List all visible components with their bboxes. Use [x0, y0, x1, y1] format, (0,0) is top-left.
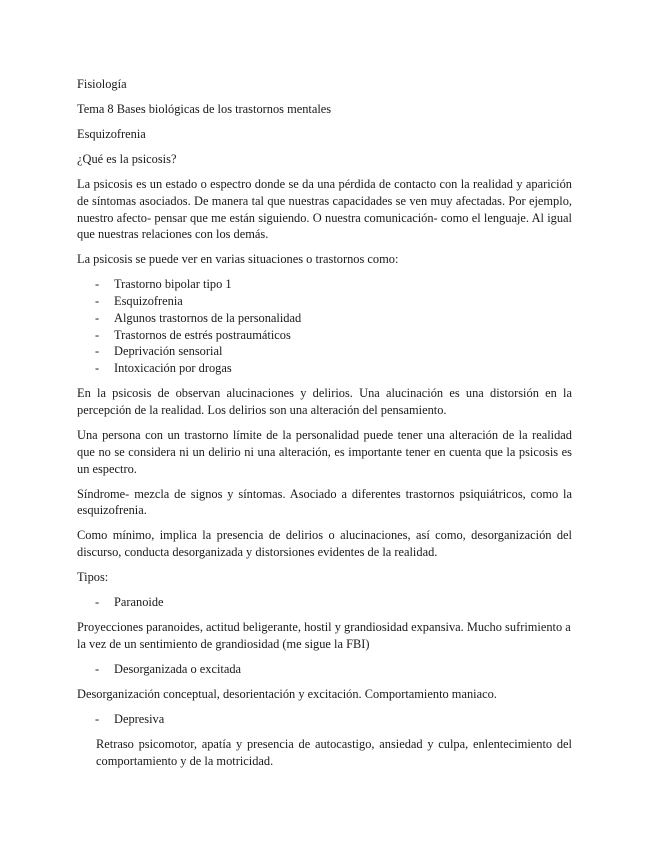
paragraph-minimum-criteria: Como mínimo, implica la presencia de delirios o alucinaciones, así como, desorganización del discurso, conducta desorganizada y distorsiones evidentes de la realidad.: [77, 528, 572, 560]
types-heading: Tipos:: [77, 570, 109, 585]
disorders-list: [77, 276, 572, 377]
paragraph-depressive: Retraso psicomotor, apatía y presencia de autocastigo, ansiedad y culpa, enlentecimiento del comportamiento y de la motricidad.: [96, 736, 572, 768]
list-item: - Esquizofrenia: [95, 294, 183, 309]
list-item: - Trastornos de estrés postraumáticos: [95, 327, 291, 342]
list-item: - Paranoide: [95, 595, 164, 610]
paragraph-hallucinations: En la psicosis de observan alucinaciones y delirios. Una alucinación es una distorsión en la percepción de la realidad. Los delirios son una alteración del pensamiento.: [77, 386, 572, 418]
section-heading: Esquizofrenia: [77, 126, 146, 141]
dash-bullet: -: [95, 310, 100, 325]
dash-bullet: -: [95, 327, 100, 342]
list-item: - Depresiva: [95, 711, 165, 726]
list-item: - Deprivación sensorial: [95, 344, 223, 359]
list-item: - Desorganizada o excitada: [95, 661, 242, 676]
type-depressive-list: [77, 711, 572, 728]
paragraph-psicosis-situations: La psicosis se puede ver en varias situaciones o trastornos como:: [77, 252, 399, 267]
document-page: [77, 76, 572, 778]
list-item: - Intoxicación por drogas: [95, 361, 232, 376]
question-heading: ¿Qué es la psicosis?: [77, 151, 177, 166]
type-disorganized-list: [77, 661, 572, 678]
topic-heading: Tema 8 Bases biológicas de los trastornos mentales: [77, 101, 332, 116]
dash-bullet: -: [95, 344, 100, 359]
dash-bullet: -: [95, 277, 100, 292]
type-paranoid-list: [77, 594, 572, 611]
dash-bullet: -: [95, 595, 100, 610]
paragraph-paranoid: Proyecciones paranoides, actitud beligerante, hostil y grandiosidad expansiva. Mucho sufrimiento a la vez de un sentimiento de grandiosidad (me sigue la FBI): [77, 620, 571, 651]
paragraph-disorganized: Desorganización conceptual, desorientación y excitación. Comportamiento maniaco.: [77, 686, 497, 701]
dash-bullet: -: [95, 294, 100, 309]
paragraph-psicosis-definition: La psicosis es un estado o espectro donde se da una pérdida de contacto con la realidad y aparición de síntomas asociados. De manera tal que nuestras capacidades se ven muy afectadas. Por ejemplo, nuestro afecto- pensar que me están siguiendo. O nuestra comunicación- como el lenguaje. Al igual que nuestras relaciones con los demás.: [77, 176, 572, 242]
subject-heading: Fisiología: [77, 77, 127, 91]
list-item: - Algunos trastornos de la personalidad: [95, 310, 302, 325]
paragraph-personality-disorder: Una persona con un trastorno límite de la personalidad puede tener una alteración de la realidad que no se considera ni un delirio ni una alteración, es importante tener en cuenta que la psicosis es un espectro.: [77, 428, 572, 476]
dash-bullet: -: [95, 661, 100, 676]
list-item: - Trastorno bipolar tipo 1: [95, 277, 232, 292]
paragraph-syndrome: Síndrome- mezcla de signos y síntomas. Asociado a diferentes trastornos psiquiátricos, como la esquizofrenia.: [77, 486, 572, 518]
dash-bullet: -: [95, 361, 100, 376]
dash-bullet: -: [95, 711, 100, 726]
